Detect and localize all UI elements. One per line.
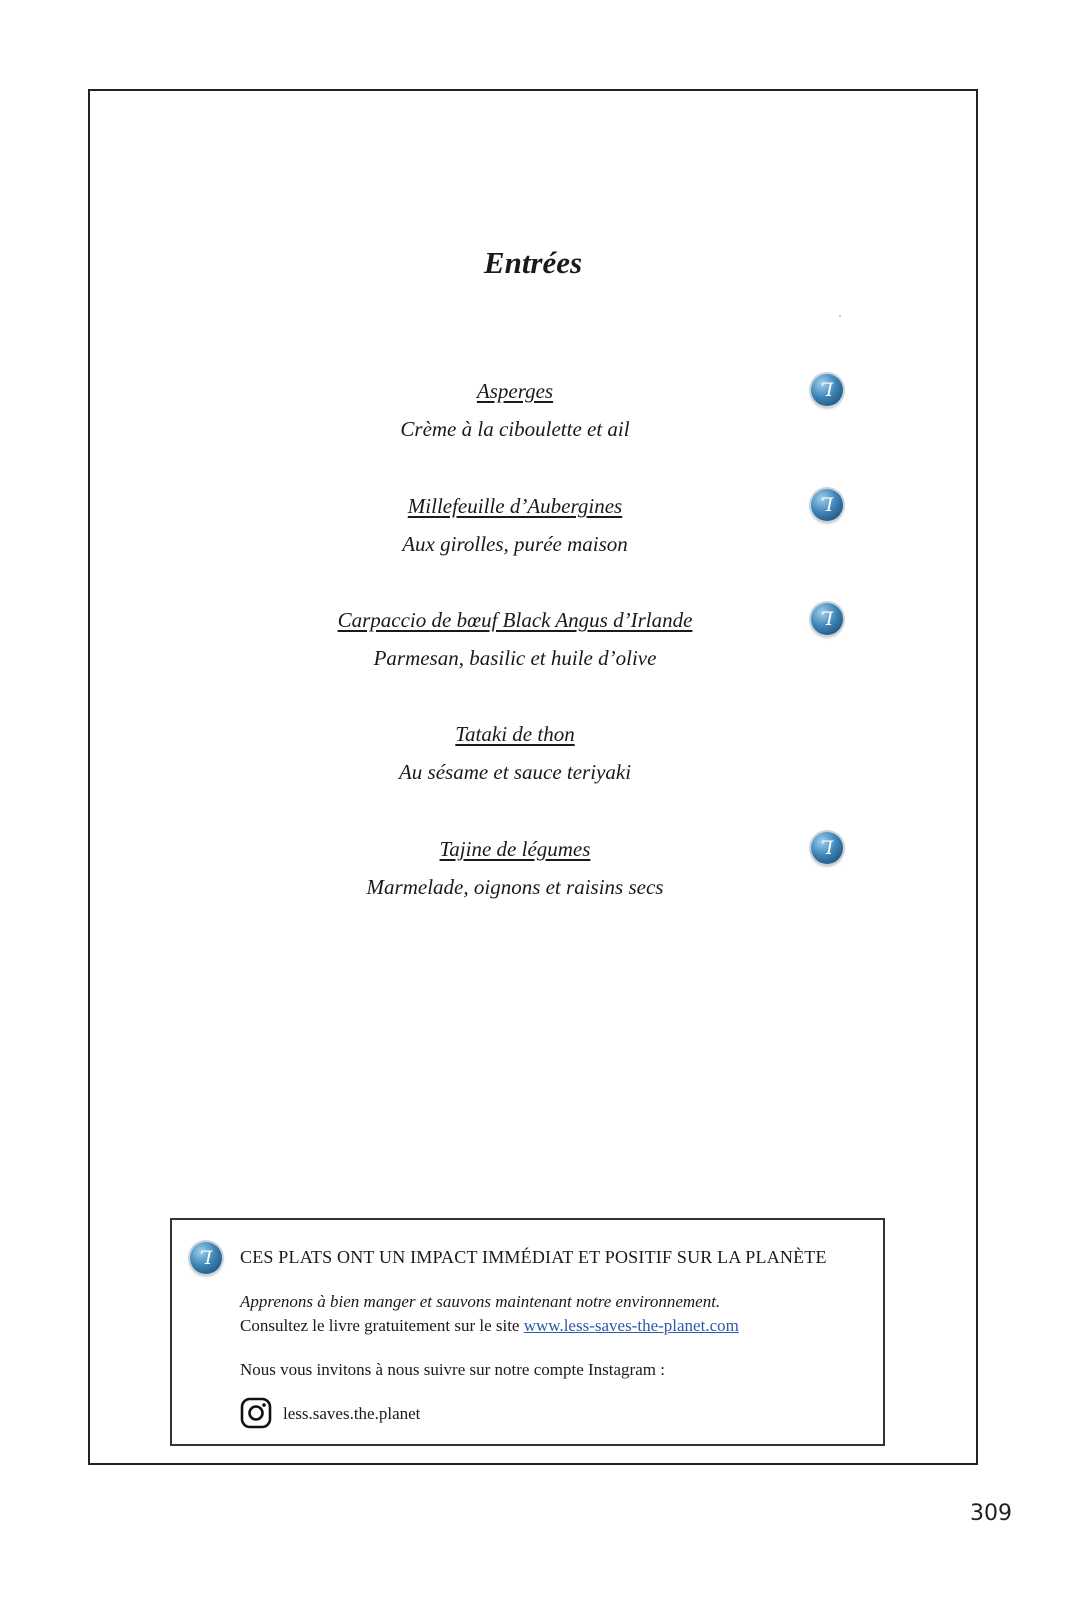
dish-description: Au sésame et sauce teriyaki [398,760,632,784]
notice-book-text: Consultez le livre gratuitement sur le site [240,1316,524,1335]
planet-badge-icon: Ꞁ [811,832,843,864]
notice-tagline: Apprenons à bien manger et sauvons maintenant notre environnement. [240,1292,721,1311]
dish-name: Asperges [476,379,554,403]
dish-description: Aux girolles, purée maison [402,532,628,556]
instagram-icon[interactable] [240,1397,272,1429]
planet-badge-icon: Ꞁ [811,374,843,406]
notice-title: CES PLATS ONT UN IMPACT IMMÉDIAT ET POSITIF SUR LA PLANÈTE [240,1247,827,1267]
dish-description: Marmelade, oignons et raisins secs [366,875,664,899]
notice-invite: Nous vous invitons à nous suivre sur notre compte Instagram : [240,1360,665,1379]
planet-badge-icon: Ꞁ [190,1242,222,1274]
dish-item [90,722,940,785]
section-title: Entrées [483,245,583,280]
menu-frame [88,89,978,1465]
stray-dot [839,315,841,317]
dish-name: Tataki de thon [455,722,575,746]
dish-name: Millefeuille d’Aubergines [407,494,623,518]
planet-badge-icon: Ꞁ [811,603,843,635]
planet-badge-icon: Ꞁ [811,489,843,521]
dish-description: Parmesan, basilic et huile d’olive [373,646,657,670]
page-number: 309 [970,1501,1012,1526]
dish-name: Tajine de légumes [439,837,591,861]
impact-notice-box [170,1218,885,1446]
dish-description: Crème à la ciboulette et ail [400,417,630,441]
instagram-handle[interactable]: less.saves.the.planet [283,1404,421,1423]
dish-name: Carpaccio de bœuf Black Angus d’Irlande [337,608,693,632]
notice-book-line [240,1316,739,1336]
website-link[interactable]: www.less-saves-the-planet.com [523,1316,739,1335]
